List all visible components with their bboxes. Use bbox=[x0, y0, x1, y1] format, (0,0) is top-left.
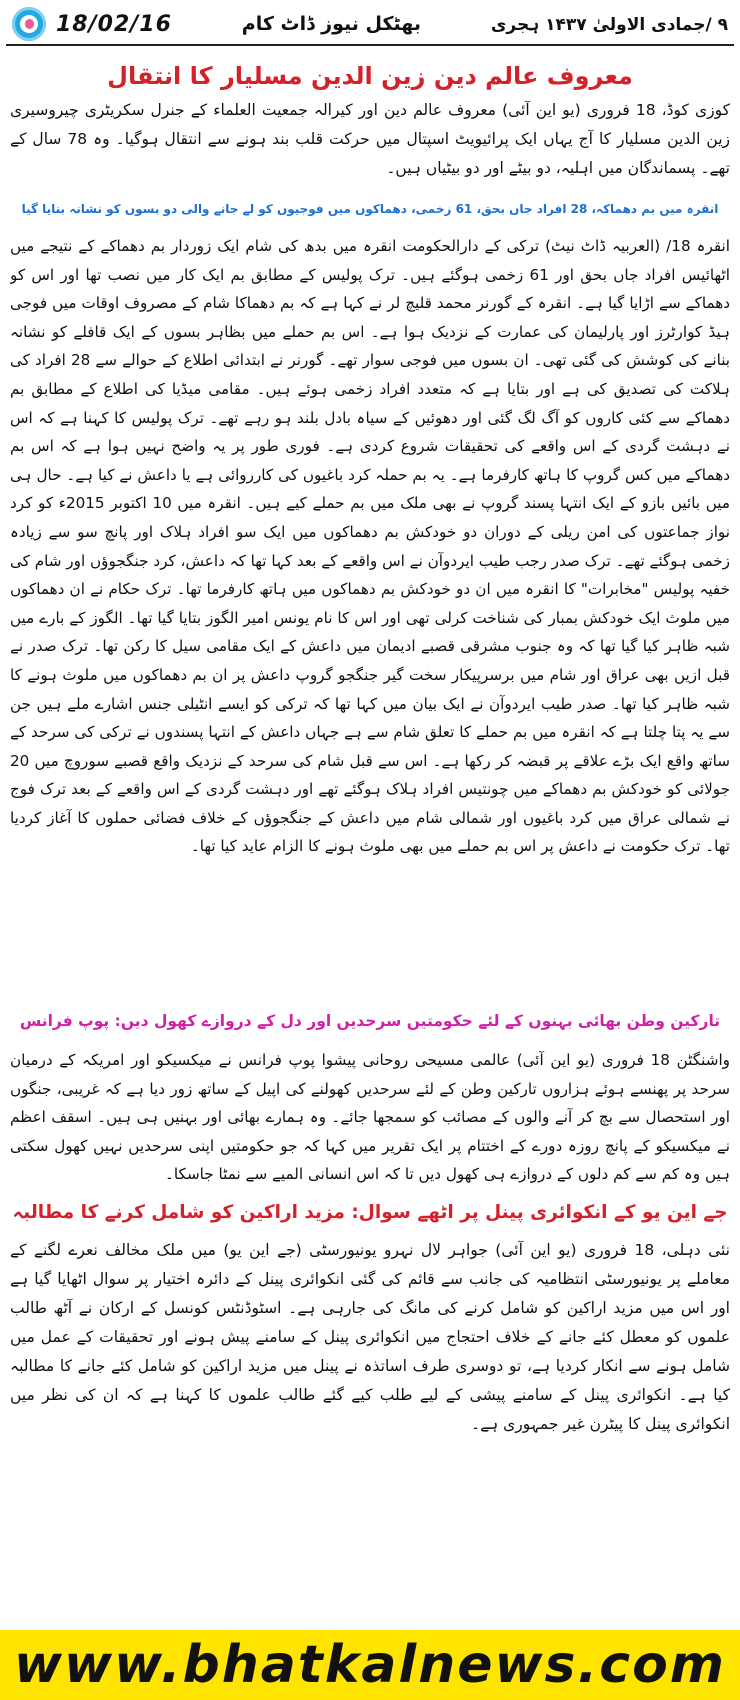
page-footer bbox=[0, 1630, 740, 1700]
article-3-body: واشنگٹن 18 فروری (یو این آئی) عالمی مسیحی روحانی پیشوا پوپ فرانس نے میکسیکو اور امریکہ کے درمیان سرحد پر پھنسے ہوئے ہزاروں تارکین وطن کے لئے سرحدیں کھولنے کی اپیل کے ساتھ زور دیا ہے کہ غریبی، جنگوں اور استحصال سے بچ کر آنے والوں کے مصائب کو سمجھا جائے۔ وہ ہمارے بھائی اور بہنیں ہی ہیں۔ اسقف اعظم نے میکسیکو کے پانچ روزہ دورے کے اختتام پر ایک تقریر میں کہا کہ جو حکومتیں اپنی سرحدیں نہیں کھول سکتی ہیں وہ کم سے کم دلوں کے دروازے ہی کھول دیں تا کہ اس انسانی المیے سے نمٹا جاسکا۔ bbox=[10, 1051, 730, 1183]
article-1-body: کوزی کوڈ، 18 فروری (یو این آئی) معروف عالم دین اور کیرالہ جمعیت العلماء کے جنرل سکریٹری چیروسیری زین الدین مسلیار کا آج یہاں ایک پرائیویٹ اسپتال میں حرکت قلب بند ہونے سے انتقال ہوگیا۔ وہ 78 سال کے تھے۔ پسماندگان میں اہلیہ، دو بیٹے اور دو بیٹیاں ہیں۔ bbox=[10, 101, 730, 177]
header-hijri-date: ۹ /جمادی الاولیٰ ۱۴۳۷ ہجری bbox=[490, 14, 728, 35]
article-2-headline: انقرہ میں بم دھماکہ، 28 افراد جاں بحق، 61 زخمی، دھماکوں میں فوجیوں کو لے جانے والی دو بسوں کو نشانہ بنایا گیا bbox=[21, 202, 719, 216]
website-link[interactable]: www.bhatkalnews.com bbox=[14, 1635, 726, 1695]
article-1-headline: معروف عالم دین زین الدین مسلیار کا انتقال bbox=[107, 62, 633, 90]
article-4-body: نئی دہلی، 18 فروری (یو این آئی) جواہر لال نہرو یونیورسٹی (جے این یو) میں ملک مخالف نعرے لگنے کے معاملے پر یونیورسٹی انتظامیہ کی جانب سے قائم کی گئی انکوائری پینل کے دائرہ اختیار پر سوال اٹھایا گیا ہے اور اس میں مزید اراکین کو شامل کرنے کی مانگ کی جارہی ہے۔ اسٹوڈنٹس کونسل کے ارکان نے آٹھ طالب علموں کو معطل کئے جانے کے خلاف احتجاج میں انکوائری پینل کے سامنے پیش ہونے اور تحقیقات کے عمل میں شامل ہونے سے انکار کردیا ہے، تو دوسری طرف اساتذہ نے پینل میں مزید اراکین کو شامل کئے جانے کا مطالبہ کیا ہے۔ انکوائری پینل کے سامنے پیشی کے لیے طلب کیے گئے طالب علموں کا کہنا ہے کہ ان کی نظر میں انکوائری پینل کا پیٹرن غیر جمہوری ہے۔ bbox=[10, 1241, 730, 1433]
article-4-headline: جے این یو کے انکوائری پینل پر اٹھے سوال: مزید اراکین کو شامل کرنے کا مطالبہ bbox=[12, 1202, 728, 1223]
header-date: 18/02/16 bbox=[56, 11, 172, 37]
bhatkal-news-logo-icon bbox=[12, 7, 46, 41]
page-header bbox=[6, 4, 734, 46]
article-2-body: انقرہ 18/ (العربیہ ڈاٹ نیٹ) ترکی کے دارالحکومت انقرہ میں بدھ کی شام ایک زوردار بم دھماکے کے نتیجے میں اٹھائیس افراد جاں بحق اور 61 زخمی ہوگئے ہیں۔ ترک پولیس کے مطابق بم ایک کار میں نصب تھا اور اس کو دھماکے سے اڑایا گیا ہے۔ انقرہ کے گورنر محمد قلیچ لر نے کہا ہے کہ بم دھماکا شام کے مصروف اوقات میں فوجی ہیڈ کوارٹرز اور پارلیمان کی عمارت کے نزدیک ہوا ہے۔ اس بم حملے میں بظاہر بسوں کے ایک قافلے کو نشانہ بنانے کی کوشش کی گئی تھی۔ ان بسوں میں فوجی سوار تھے۔ گورنر نے ابتدائی اطلاع کے حوالے سے 28 افراد کی ہلاکت کی تصدیق کی ہے اور بتایا ہے کہ متعدد افراد زخمی ہوئے ہیں۔ مقامی میڈیا کی اطلاع کے مطابق بم دھماکے سے کئی کاروں کو آگ لگ گئی اور دھوئیں کے سیاہ بادل بلند ہو رہے تھے۔ ترک پولیس کا کہنا ہے کہ اس نے دہشت گردی کے اس واقعے کی تحقیقات شروع کردی ہے۔ فوری طور پر یہ واضح نہیں ہوا ہے کہ اس بم دھماکے میں کس گروپ کا ہاتھ کارفرما ہے۔ یہ بم حملہ کرد باغیوں کی کارروائی ہے یا داعش نے کیا ہے۔ حال ہی میں بائیں بازو کے ایک انتہا پسند گروپ نے بھی ملک میں بم حملے کیے ہیں۔ انقرہ میں 10 اکتوبر 2015ء کو کرد نواز جماعتوں کی امن ریلی کے دوران دو خودکش بم دھماکوں میں ایک سو افراد ہلاک اور پانچ سو سے زیادہ زخمی ہوگئے تھے۔ ترک صدر رجب طیب ایردوآن نے اس واقعے کے بعد کہا تھا کہ داعش، کرد جنگجوؤں اور شام کی خفیہ پولیس "مخابرات" کا انقرہ میں ان دو خودکش بم دھماکوں میں ہاتھ کارفرما تھا۔ ترک حکام نے ان دھماکوں میں ملوث ایک خودکش بمبار کی شناخت کرلی تھی اور اس کا نام یونس امیر الگوز بتایا گیا تھا۔ الگوز کے بارے میں شبہ ظاہر کیا گیا تھا کہ وہ جنوب مشرقی قصبے ادیمان میں داعش کے ایک مقامی سیل کا رکن تھا۔ ترک صدر نے قبل ازیں بھی عراق اور شام میں برسرپیکار سخت گیر جنگجو گروپ داعش پر ان بم دھماکوں میں ملوث ہونے کا شبہ ظاہر کیا تھا۔ صدر طیب ایردوآن نے ایک بیان میں کہا تھا کہ ترکی کو ایسے انٹیلی جنس اشارے ملے ہیں جن سے یہ پتا چلتا ہے کہ انقرہ میں بم حملے کا تعلق شام سے ہے جہاں داعش کے انتہا پسندوں نے ترکی کی سرحد کے ساتھ واقع ایک بڑے علاقے پر قبضہ کر رکھا ہے۔ اس سے قبل شام کی سرحد کے نزدیک واقع قصبے سوروچ میں 20 جولائی کو خودکش بم دھماکے میں چونتیس افراد ہلاک ہوگئے تھے اور دہشت گردی کے اس واقعے کے بعد ترک فوج نے شمالی عراق میں کرد باغیوں اور شمالی شام میں داعش کے جنگجوؤں کے خلاف فضائی حملوں کا آغاز کردیا تھا۔ ترک حکومت نے داعش پر اس بم حملے میں بھی ملوث ہونے کا الزام عاید کیا تھا۔ bbox=[10, 237, 730, 856]
header-left bbox=[6, 7, 172, 41]
article-3-headline: تارکین وطن بھائی بہنوں کے لئے حکومتیں سرحدیں اور دل کے دروازے کھول دیں: پوپ فرانس bbox=[19, 1012, 721, 1030]
header-brand: بھٹکل نیوز ڈاٹ کام bbox=[241, 13, 421, 35]
